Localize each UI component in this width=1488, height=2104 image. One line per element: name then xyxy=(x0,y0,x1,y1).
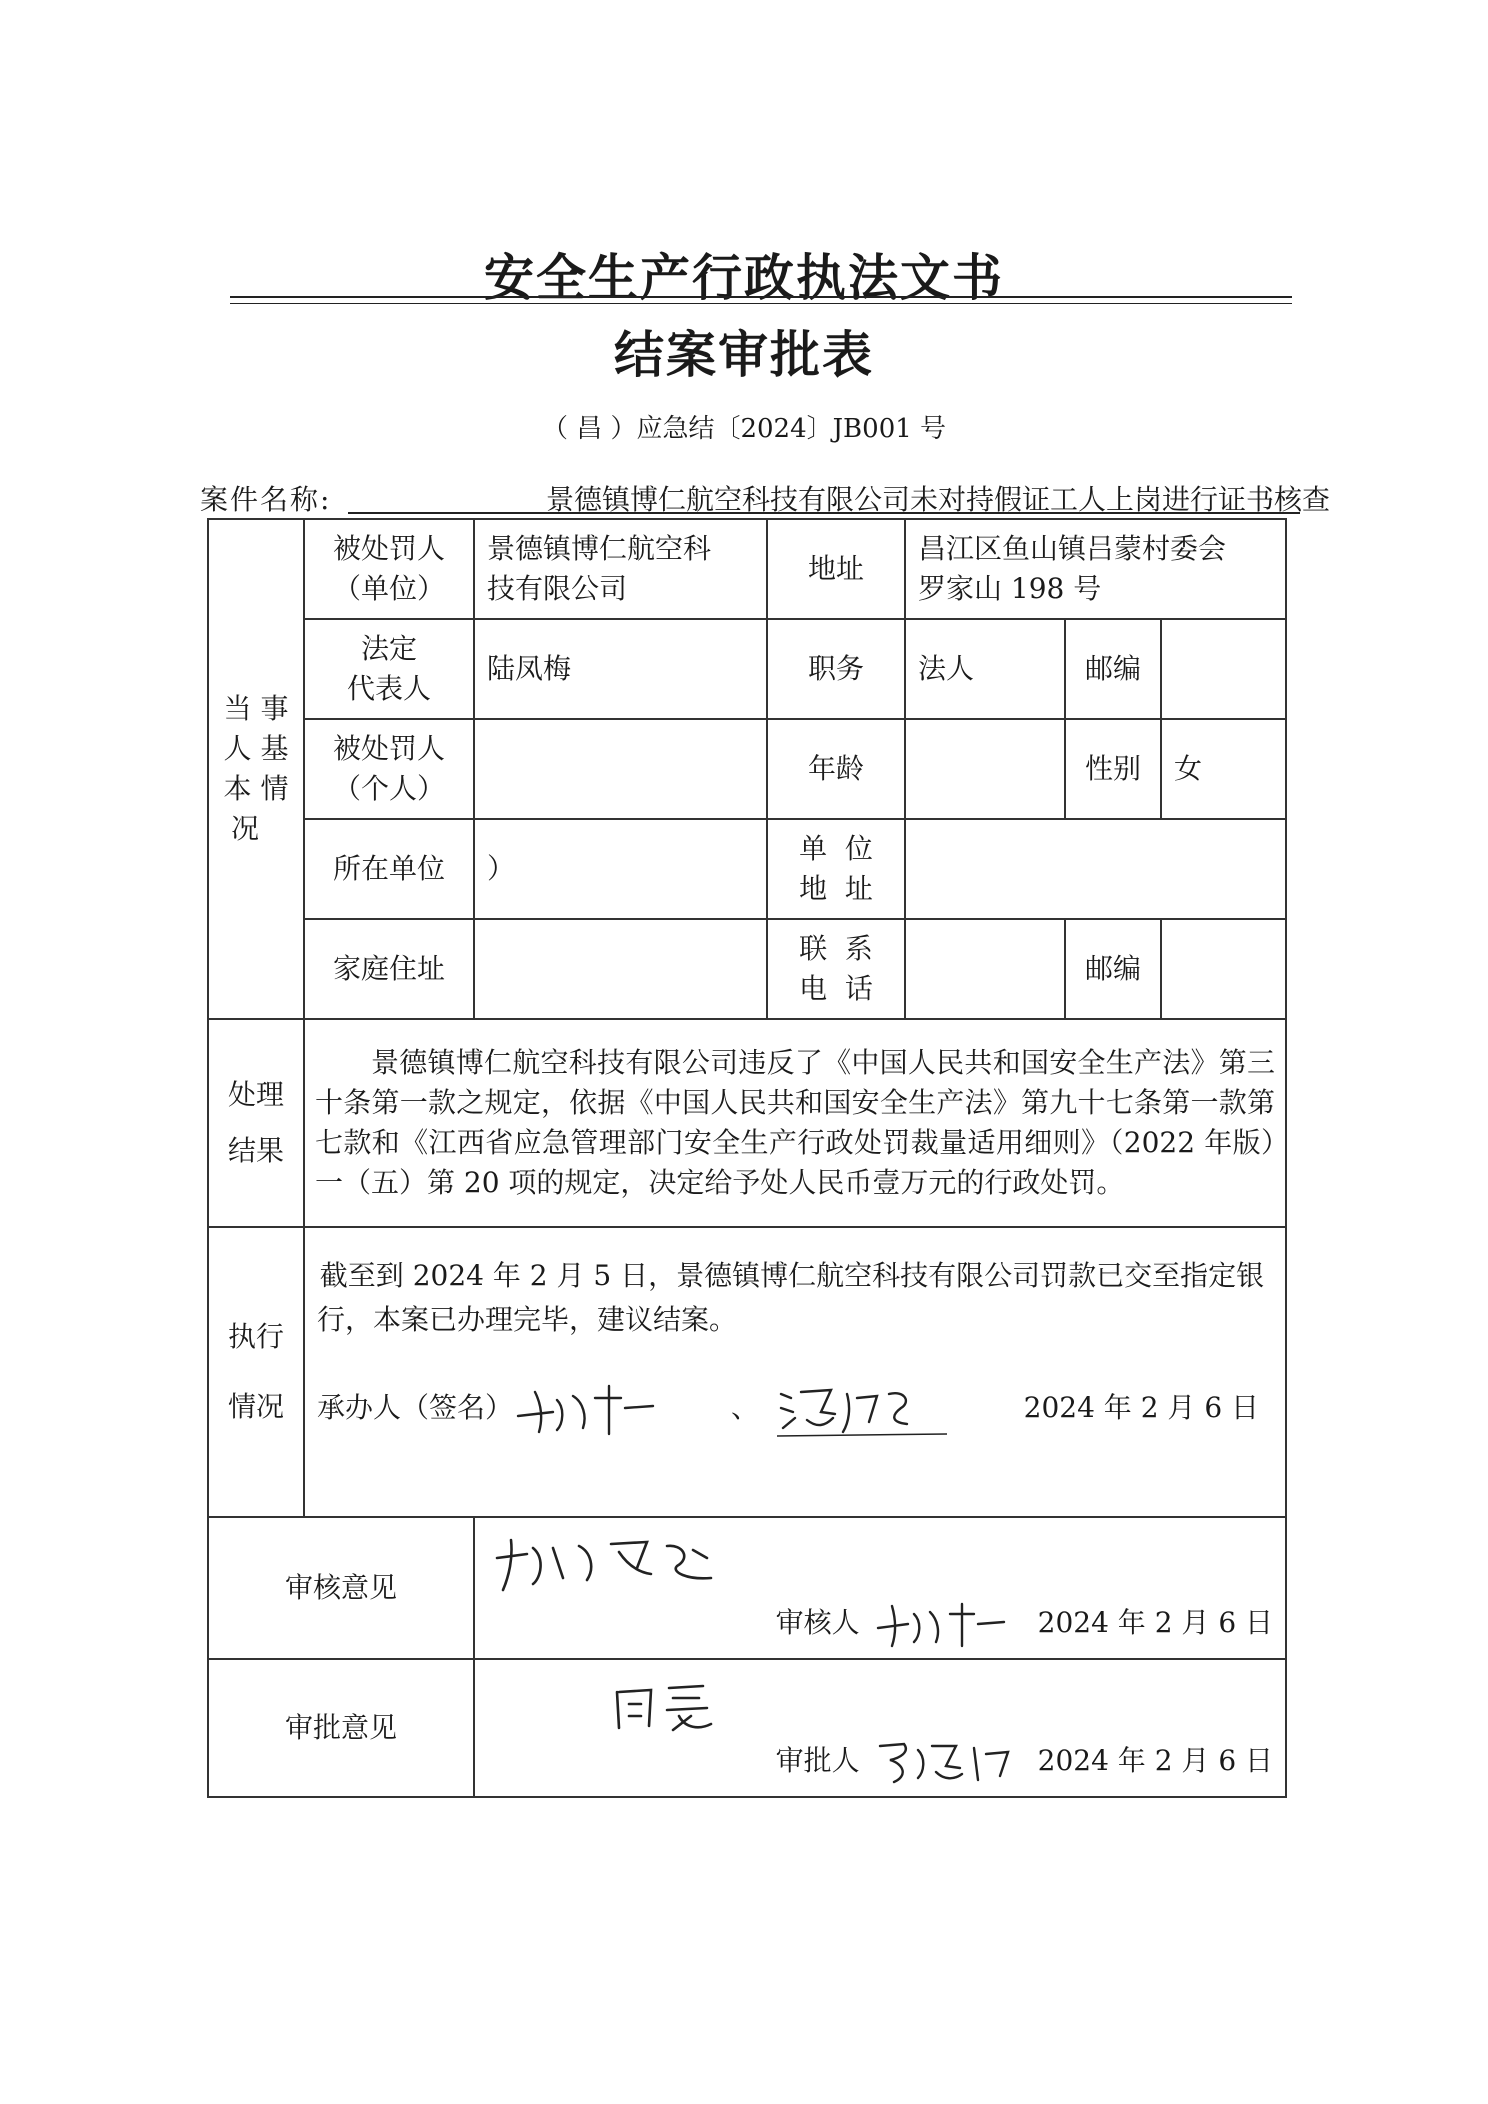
employer-address-label xyxy=(767,819,905,919)
approver-label: 审批人 xyxy=(775,1744,860,1777)
table-row xyxy=(208,919,1286,1019)
party-section-char: 人 基 xyxy=(223,732,289,765)
phone-value xyxy=(905,919,1065,1019)
handler-separator: 、 xyxy=(731,1391,760,1424)
review-date: 2024 年 2 月 6 日 xyxy=(1037,1606,1274,1639)
execution-date: 2024 年 2 月 6 日 xyxy=(1023,1391,1260,1424)
employer-address-label-line: 地 址 xyxy=(799,872,873,905)
age-value xyxy=(905,719,1065,819)
case-name-row xyxy=(200,478,1331,516)
table-row xyxy=(208,1659,1286,1797)
legal-rep-value: 陆凤梅 xyxy=(474,619,767,719)
handler-signature-line xyxy=(317,1378,1273,1438)
case-name-underline xyxy=(348,512,1300,514)
approval-label: 审批意见 xyxy=(208,1659,474,1797)
handler-signature-2 xyxy=(777,1378,947,1438)
case-name-value: 景德镇博仁航空科技有限公司未对持假证工人上岗进行证书核查 xyxy=(546,483,1331,516)
approval-date: 2024 年 2 月 6 日 xyxy=(1037,1744,1274,1777)
handler-signature-group xyxy=(317,1378,947,1438)
approval-opinion-handwriting xyxy=(607,1676,807,1736)
result-label-line: 结果 xyxy=(227,1134,284,1167)
execution-text: 截至到 2024 年 2 月 5 日，景德镇博仁航空科技有限公司罚款已交至指定银行，本案已办理完毕，建议结案。 xyxy=(317,1259,1265,1336)
legal-rep-label xyxy=(304,619,474,719)
unit-name-line: 景德镇博仁航空科 xyxy=(487,532,712,565)
approval-signature-row xyxy=(487,1736,1273,1796)
phone-label-line: 联 系 xyxy=(799,932,873,965)
result-label-line: 处理 xyxy=(227,1078,284,1111)
home-address-label: 家庭住址 xyxy=(304,919,474,1019)
execution-label xyxy=(208,1227,304,1517)
document-title: 安全生产行政执法文书 xyxy=(484,249,1004,307)
case-name-label: 案件名称: xyxy=(200,483,332,516)
party-section-label xyxy=(208,519,304,1019)
table-row xyxy=(208,819,1286,919)
handler-label: 承办人（签名） xyxy=(317,1391,514,1424)
handler-signature-1 xyxy=(513,1378,713,1438)
address-line: 昌江区鱼山镇吕蒙村委会 xyxy=(918,532,1227,565)
review-label: 审核意见 xyxy=(208,1517,474,1659)
person-label xyxy=(304,719,474,819)
phone-label xyxy=(767,919,905,1019)
legal-rep-label-line: 法定 xyxy=(360,632,417,665)
position-value: 法人 xyxy=(905,619,1065,719)
employer-address-label-line: 单 位 xyxy=(799,832,873,865)
employer-value: ） xyxy=(474,819,767,919)
approver-signature xyxy=(874,1736,1024,1786)
person-label-line: （个人） xyxy=(332,772,445,805)
gender-label: 性别 xyxy=(1065,719,1161,819)
party-section-char: 况 xyxy=(231,812,260,845)
review-opinion-handwriting xyxy=(487,1528,747,1598)
table-row xyxy=(208,619,1286,719)
home-address-value xyxy=(474,919,767,1019)
party-section-char: 本 情 xyxy=(223,772,289,805)
table-row xyxy=(208,1019,1286,1227)
result-label xyxy=(208,1019,304,1227)
execution-cell xyxy=(304,1227,1286,1517)
approval-cell xyxy=(474,1659,1286,1797)
person-value xyxy=(474,719,767,819)
table-row xyxy=(208,1227,1286,1517)
phone-label-line: 电 话 xyxy=(799,972,873,1005)
legal-rep-label-line: 代表人 xyxy=(346,672,431,705)
employer-address-value xyxy=(905,819,1286,919)
employer-label: 所在单位 xyxy=(304,819,474,919)
unit-label xyxy=(304,519,474,619)
address-label: 地址 xyxy=(767,519,905,619)
approval-form-table xyxy=(207,518,1287,1798)
unit-label-line: （单位） xyxy=(332,572,445,605)
reviewer-signature xyxy=(874,1598,1024,1648)
review-signature-row xyxy=(487,1598,1273,1658)
postcode-value-2 xyxy=(1161,919,1286,1019)
postcode-value xyxy=(1161,619,1286,719)
address-value xyxy=(905,519,1286,619)
unit-label-line: 被处罚人 xyxy=(332,532,445,565)
position-label: 职务 xyxy=(767,619,905,719)
execution-label-line: 执行 xyxy=(227,1320,284,1353)
table-row xyxy=(208,1517,1286,1659)
form-title: 结案审批表 xyxy=(614,326,874,384)
table-row xyxy=(208,519,1286,619)
reviewer-label: 审核人 xyxy=(775,1606,860,1639)
gender-value: 女 xyxy=(1161,719,1286,819)
unit-name xyxy=(474,519,767,619)
review-cell xyxy=(474,1517,1286,1659)
party-section-char: 当 事 xyxy=(223,692,289,725)
postcode-label-2: 邮编 xyxy=(1065,919,1161,1019)
age-label: 年龄 xyxy=(767,719,905,819)
title-rule-thick xyxy=(230,296,1292,298)
result-text: 景德镇博仁航空科技有限公司违反了《中国人民共和国安全生产法》第三十条第一款之规定，依据《中国人民共和国安全生产法》第九十七条第一款第七款和《江西省应急管理部门安全生产行政处罚裁量适用细则》（2022 年版）一（五）第 20 项的规定，决定给予处人民币壹万元的行政处罚。 xyxy=(304,1019,1286,1227)
document-number: （ 昌 ）应急结〔2024〕JB001 号 xyxy=(541,414,947,444)
execution-label-line: 情况 xyxy=(227,1390,284,1423)
title-rule-thin xyxy=(230,303,1292,304)
address-line: 罗家山 198 号 xyxy=(918,572,1102,605)
person-label-line: 被处罚人 xyxy=(332,732,445,765)
table-row xyxy=(208,719,1286,819)
postcode-label: 邮编 xyxy=(1065,619,1161,719)
unit-name-line: 技有限公司 xyxy=(487,572,628,605)
